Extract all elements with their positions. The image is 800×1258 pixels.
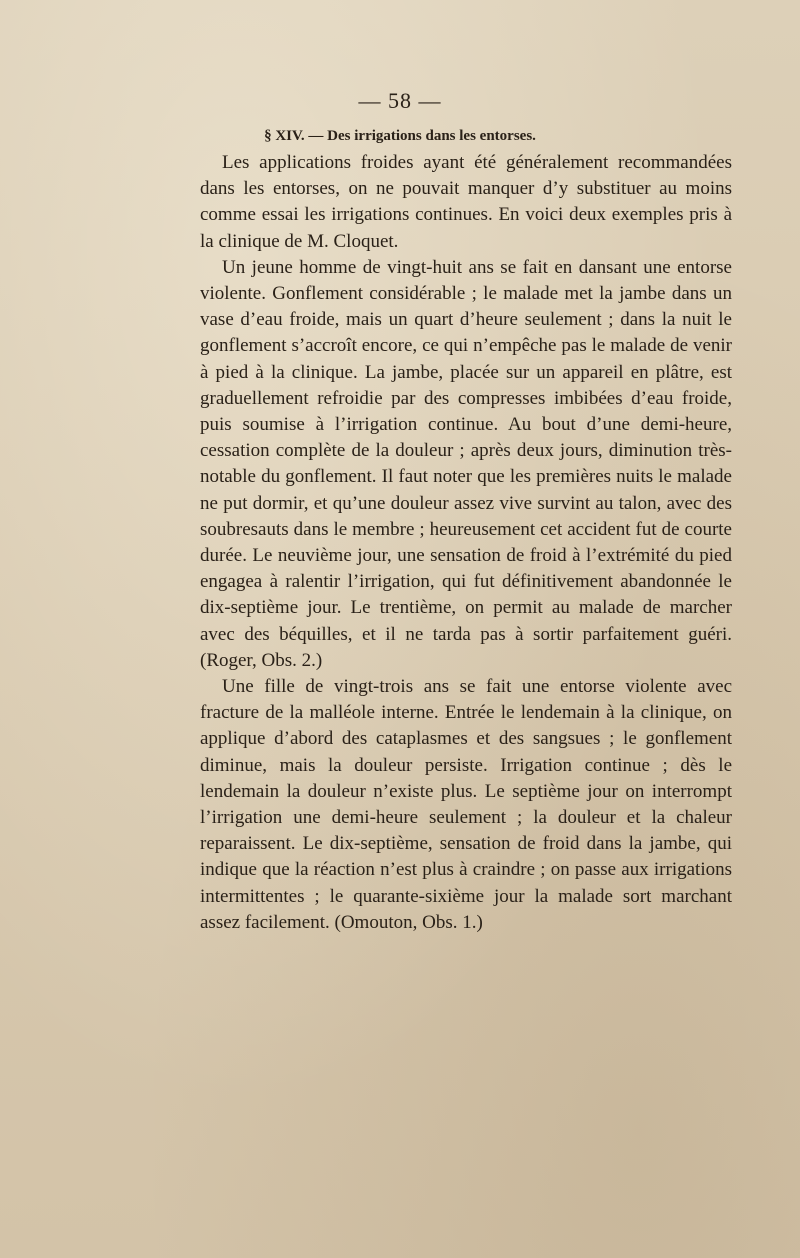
page-number: — 58 — <box>358 88 442 113</box>
paragraph-intro: Les applications froides ayant été généralement recommandées dans les entorses, on ne pouvait manquer d’y substituer au moins comme essai les irrigations continues. En voici deux exemples pris à la clinique de M. Cloquet. <box>200 152 732 252</box>
body-text <box>200 150 732 936</box>
section-heading: § XIV. — Des irrigations dans les entorses. <box>264 128 536 144</box>
paragraph-case-one: Un jeune homme de vingt-huit ans se fait en dansant une entorse violente. Gonflement considérable ; le malade met la jambe dans un vase d’eau froide, mais un quart d’heure seulement ; dans la nuit le gonflement s’accroît encore, ce qui n’empêche pas le malade de venir à pied à la clinique. La jambe, placée sur un appareil en plâtre, est graduellement refroidie par des compresses imbibées d’eau froide, puis soumise à l’irrigation continue. Au bout d’une demi-heure, cessation complète de la douleur ; après deux jours, diminution très-notable du gonflement. Il faut noter que les premières nuits le malade ne put dormir, et qu’une douleur assez vive survint au talon, avec des soubresauts dans le membre ; heureusement cet accident fut de courte durée. Le neuvième jour, une sensation de froid à l’extrémité du pied engagea à ralentir l’irrigation, qui fut définitivement abandonnée le dix-septième jour. Le trentième, on permit au malade de marcher avec des béquilles, et il ne tarda pas à sortir parfaitement guéri. (Roger, Obs. 2.) <box>200 256 732 671</box>
paragraph-case-two: Une fille de vingt-trois ans se fait une entorse violente avec fracture de la malléole interne. Entrée le lendemain à la clinique, on applique d’abord des cataplasmes et des sangsues ; le gonflement diminue, mais la douleur persiste. Irrigation continue ; dès le lendemain la douleur n’existe plus. Le septième jour on interrompt l’irrigation une demi-heure seulement ; la douleur et la chaleur reparaissent. Le dix-septième, sensation de froid dans la jambe, qui indique que la réaction n’est plus à craindre ; on passe aux irrigations intermittentes ; le quarante-sixième jour la malade sort marchant assez facilement. (Omouton, Obs. 1.) <box>200 676 732 933</box>
